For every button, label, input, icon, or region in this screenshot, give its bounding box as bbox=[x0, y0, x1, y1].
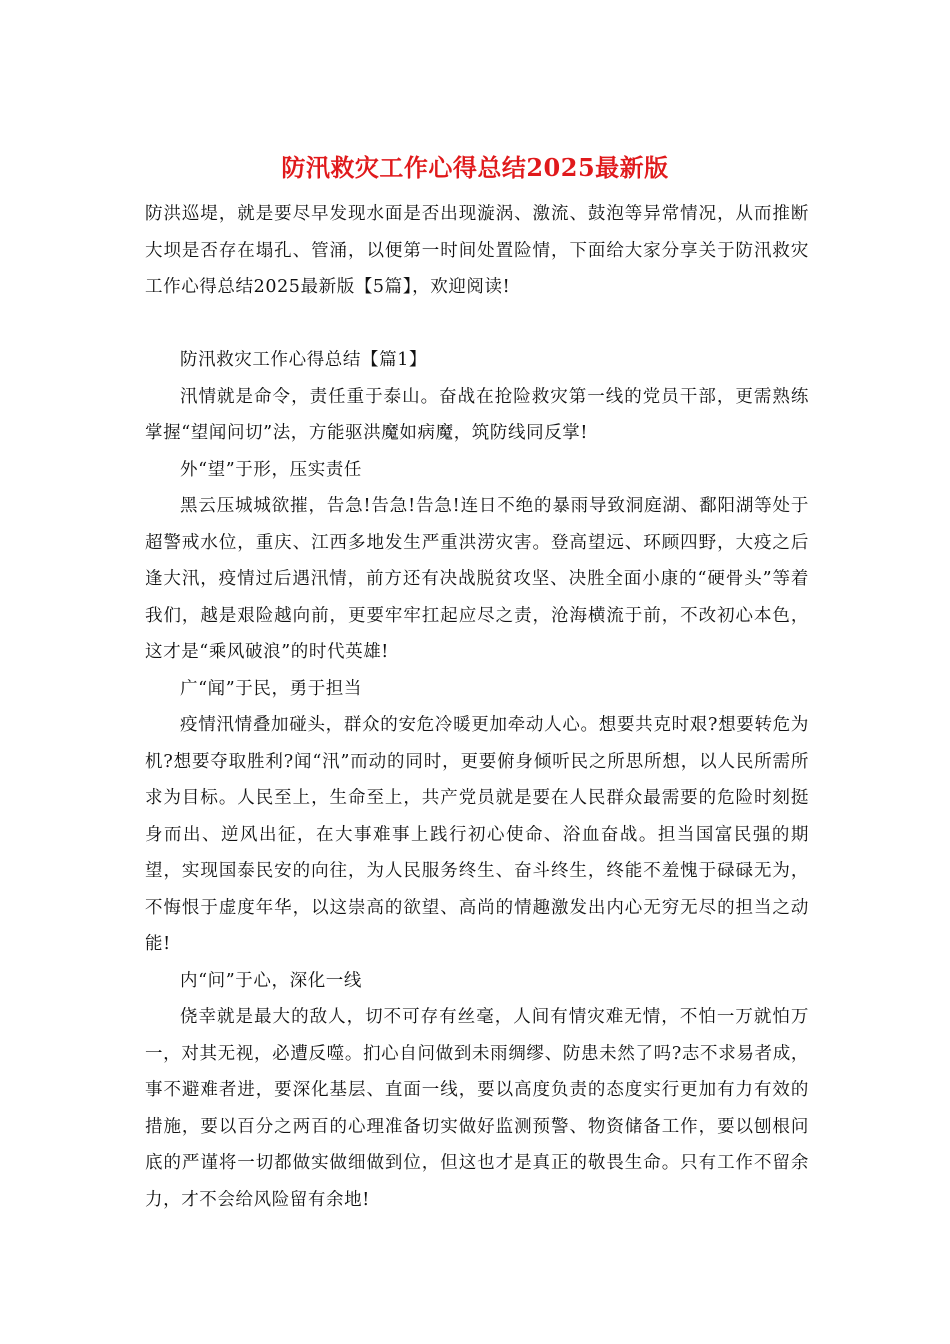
subheading: 内“问”于心，深化一线 bbox=[180, 970, 362, 991]
body-paragraph: 疫情汛情叠加碰头，群众的安危冷暖更加牵动人心。想要共克时艰?想要转危为机?想要夺取胜利?闻“汛”而动的同时，更要俯身倾听民之所思所想，以人民所需所求为目标。人民至上，生命至上，共产党员就是要在人民群众最需要的危险时刻挺身而出、逆风出征，在大事难事上践行初心使命、浴血奋战。担当国富民强的期望，实现国泰民安的向往，为人民服务终生、奋斗终生，终能不羞愧于碌碌无为，不悔恨于虚度年华，以这崇高的欲望、高尚的情趣激发出内心无穷无尽的担当之动能! bbox=[145, 715, 809, 954]
blank-line bbox=[145, 306, 809, 343]
body-paragraph: 黑云压城城欲摧，告急!告急!告急!连日不绝的暴雨导致洞庭湖、鄱阳湖等处于超警戒水位，重庆、江西多地发生严重洪涝灾害。登高望远、环顾四野，大疫之后逢大汛，疫情过后遇汛情，前方还有决战脱贫攻坚、决胜全面小康的“硬骨头”等着我们，越是艰险越向前，更要牢牢扛起应尽之责，沧海横流于前，不改初心本色，这才是“乘风破浪”的时代英雄! bbox=[145, 496, 809, 662]
body-paragraph: 汛情就是命令，责任重于泰山。奋战在抢险救灾第一线的党员干部，更需熟练掌握“望闻问切”法，方能驱洪魔如病魔，筑防线同反掌! bbox=[145, 386, 809, 443]
document-title: 防汛救灾工作心得总结2025最新版 bbox=[281, 153, 669, 182]
subheading: 外“望”于形，压实责任 bbox=[180, 459, 362, 480]
section-heading: 防汛救灾工作心得总结【篇1】 bbox=[180, 350, 428, 370]
body-paragraph: 侥幸就是最大的敌人，切不可存有丝毫，人间有情灾难无情，不怕一万就怕万一，对其无视，必遭反噬。扪心自问做到未雨绸缪、防患未然了吗?志不求易者成，事不避难者进，要深化基层、直面一线，要以高度负责的态度实行更加有力有效的措施，要以百分之两百的心理准备切实做好监测预警、物资储备工作，要以刨根问底的严谨将一切都做实做细做到位，但这也才是真正的敬畏生命。只有工作不留余力，才不会给风险留有余地! bbox=[145, 1007, 809, 1210]
intro-paragraph: 防洪巡堤，就是要尽早发现水面是否出现漩涡、激流、鼓泡等异常情况，从而推断大坝是否存在塌孔、管涌，以便第一时间处置险情，下面给大家分享关于防汛救灾工作心得总结2025最新版【5篇】，欢迎阅读! bbox=[145, 204, 809, 297]
document-body bbox=[145, 196, 809, 1218]
subheading: 广“闻”于民，勇于担当 bbox=[180, 678, 362, 699]
